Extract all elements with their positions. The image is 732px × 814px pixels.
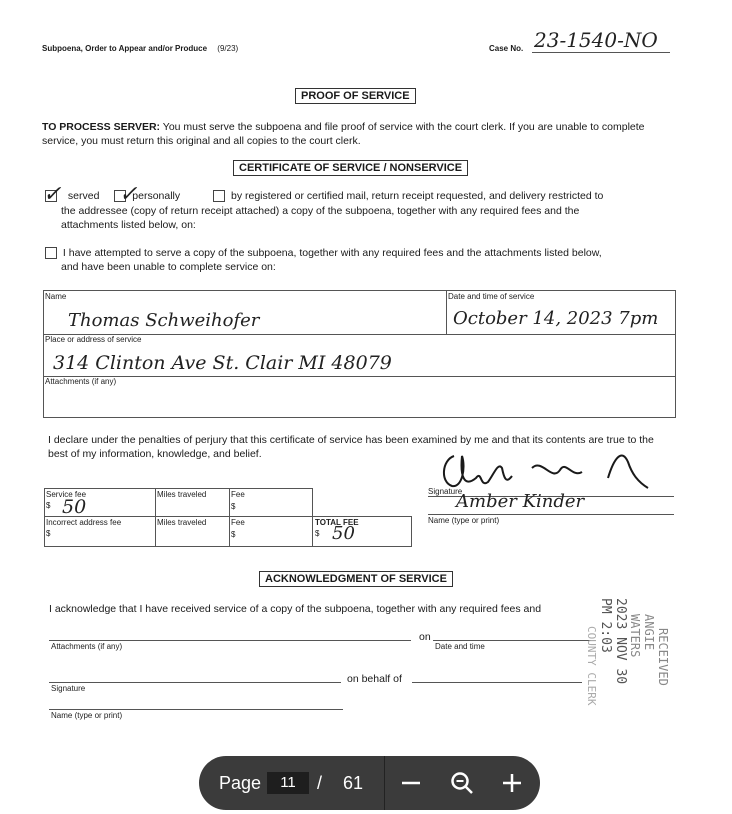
- miles-traveled-label-2: Miles traveled: [157, 518, 207, 527]
- case-number-line: [532, 52, 670, 53]
- mail-checkbox[interactable]: [213, 190, 225, 202]
- date-time-label: Date and time of service: [448, 292, 535, 301]
- server-name-value: Amber Kinder: [456, 491, 585, 512]
- service-fee-value: 50: [62, 496, 87, 518]
- perjury-declaration: I declare under the penalties of perjury that this certificate of service has been examined by me and that its contents are true to the best of my information, knowledge, and belief.: [48, 434, 654, 460]
- on-behalf-label: on behalf of: [347, 673, 402, 685]
- served-check-mark: ✓: [43, 182, 62, 207]
- personally-label: personally: [132, 190, 181, 202]
- case-label: Case No.: [489, 44, 524, 53]
- attempted-checkbox[interactable]: [45, 247, 57, 259]
- ack-signature-label: Signature: [51, 684, 86, 693]
- served-label: served: [67, 190, 100, 202]
- acknowledgment-title: ACKNOWLEDGMENT OF SERVICE: [259, 571, 453, 587]
- ack-date-line: [433, 640, 593, 641]
- fee-label: Fee: [231, 490, 245, 499]
- total-pages: 61: [343, 773, 364, 793]
- service-fee-label: Service fee: [46, 490, 87, 499]
- fee-currency: $: [231, 502, 236, 511]
- fee-col-1: [155, 488, 156, 546]
- form-version: (9/23): [217, 44, 239, 53]
- fee-col-2: [229, 488, 230, 546]
- instructions-lead: TO PROCESS SERVER:: [42, 121, 161, 133]
- attempted-continued: and have been unable to complete service on:: [61, 261, 276, 273]
- fee-currency-2: $: [231, 530, 236, 539]
- ack-attachments-label: Attachments (if any): [51, 642, 123, 651]
- service-table-row2-line: [43, 376, 675, 377]
- page-separator: /: [317, 773, 323, 793]
- personally-check-mark: ✓: [119, 182, 138, 207]
- total-fee-label: TOTAL FEE: [315, 518, 359, 527]
- incorrect-address-currency: $: [46, 529, 51, 538]
- attempted-row: [45, 247, 602, 259]
- zoom-in-button[interactable]: [497, 768, 527, 798]
- miles-traveled-label: Miles traveled: [157, 490, 207, 499]
- zoom-out-button[interactable]: [396, 768, 426, 798]
- ack-date-label: Date and time: [435, 642, 485, 651]
- attachments-label: Attachments (if any): [45, 377, 117, 386]
- page-label: Page: [219, 773, 262, 793]
- ack-attachments-line: [49, 640, 411, 641]
- service-options: [43, 182, 685, 207]
- ack-on-label: on: [419, 631, 431, 643]
- name-label: Name: [45, 292, 67, 301]
- mail-label: by registered or certified mail, return receipt requested, and delivery restricted to: [231, 190, 604, 202]
- acknowledgment-text: I acknowledge that I have received service of a copy of the subpoena, together with any required fees and: [49, 603, 542, 615]
- stamp-received: RECEIVED: [656, 628, 670, 686]
- ack-name-line: [49, 709, 343, 710]
- server-name-label: Name (type or print): [428, 516, 500, 525]
- on-behalf-line: [412, 682, 582, 683]
- incorrect-address-label: Incorrect address fee: [46, 518, 122, 527]
- signature-label: Signature: [428, 487, 463, 496]
- stamp-county-clerk: COUNTY CLERK: [585, 626, 598, 706]
- pdf-viewer-toolbar: [199, 756, 540, 810]
- form-title: Subpoena, Order to Appear and/or Produce (9/23): [42, 44, 239, 53]
- mail-continued-2: attachments listed below, on:: [61, 219, 196, 231]
- stamp-clerk-name: ANGIE WATERS: [628, 614, 656, 658]
- fee-label-2: Fee: [231, 518, 245, 527]
- page-number-input[interactable]: 11: [267, 772, 309, 794]
- place-label: Place or address of service: [45, 335, 142, 344]
- total-fee-value: 50: [332, 523, 355, 544]
- ack-signature-line: [49, 682, 341, 683]
- place-value: 314 Clinton Ave St. Clair MI 48079: [53, 352, 392, 374]
- server-name-line: [428, 514, 674, 515]
- toolbar-divider: [384, 756, 385, 810]
- ack-name-label: Name (type or print): [51, 711, 123, 720]
- zoom-fit-button[interactable]: [447, 768, 477, 798]
- date-time-value: October 14, 2023 7pm: [453, 308, 659, 329]
- instructions-text: You must serve the subpoena and file proof of service with the court clerk. If you are unable to complete service, you must return this original and all copies to the court clerk.: [42, 121, 645, 147]
- process-server-instructions: [42, 120, 672, 148]
- minus-icon: [396, 768, 426, 798]
- service-fee-currency: $: [46, 501, 51, 510]
- attempted-label: I have attempted to serve a copy of the subpoena, together with any required fees and the attachments listed below,: [62, 247, 602, 259]
- magnifier-icon: [447, 768, 477, 798]
- name-value: Thomas Schweihofer: [68, 310, 260, 331]
- plus-icon: [497, 768, 527, 798]
- certificate-title: CERTIFICATE OF SERVICE / NONSERVICE: [233, 160, 468, 176]
- stamp-date: 2023 NOV 30 PM 2:03: [598, 598, 628, 685]
- total-fee-currency: $: [315, 529, 320, 538]
- handwritten-signature: [432, 448, 662, 494]
- proof-of-service-title: PROOF OF SERVICE: [295, 88, 416, 104]
- mail-continued: the addressee (copy of return receipt attached) a copy of the subpoena, together with any required fees and the: [61, 205, 580, 217]
- service-table-divider: [446, 290, 447, 334]
- case-number: 23-1540-NO: [534, 28, 658, 52]
